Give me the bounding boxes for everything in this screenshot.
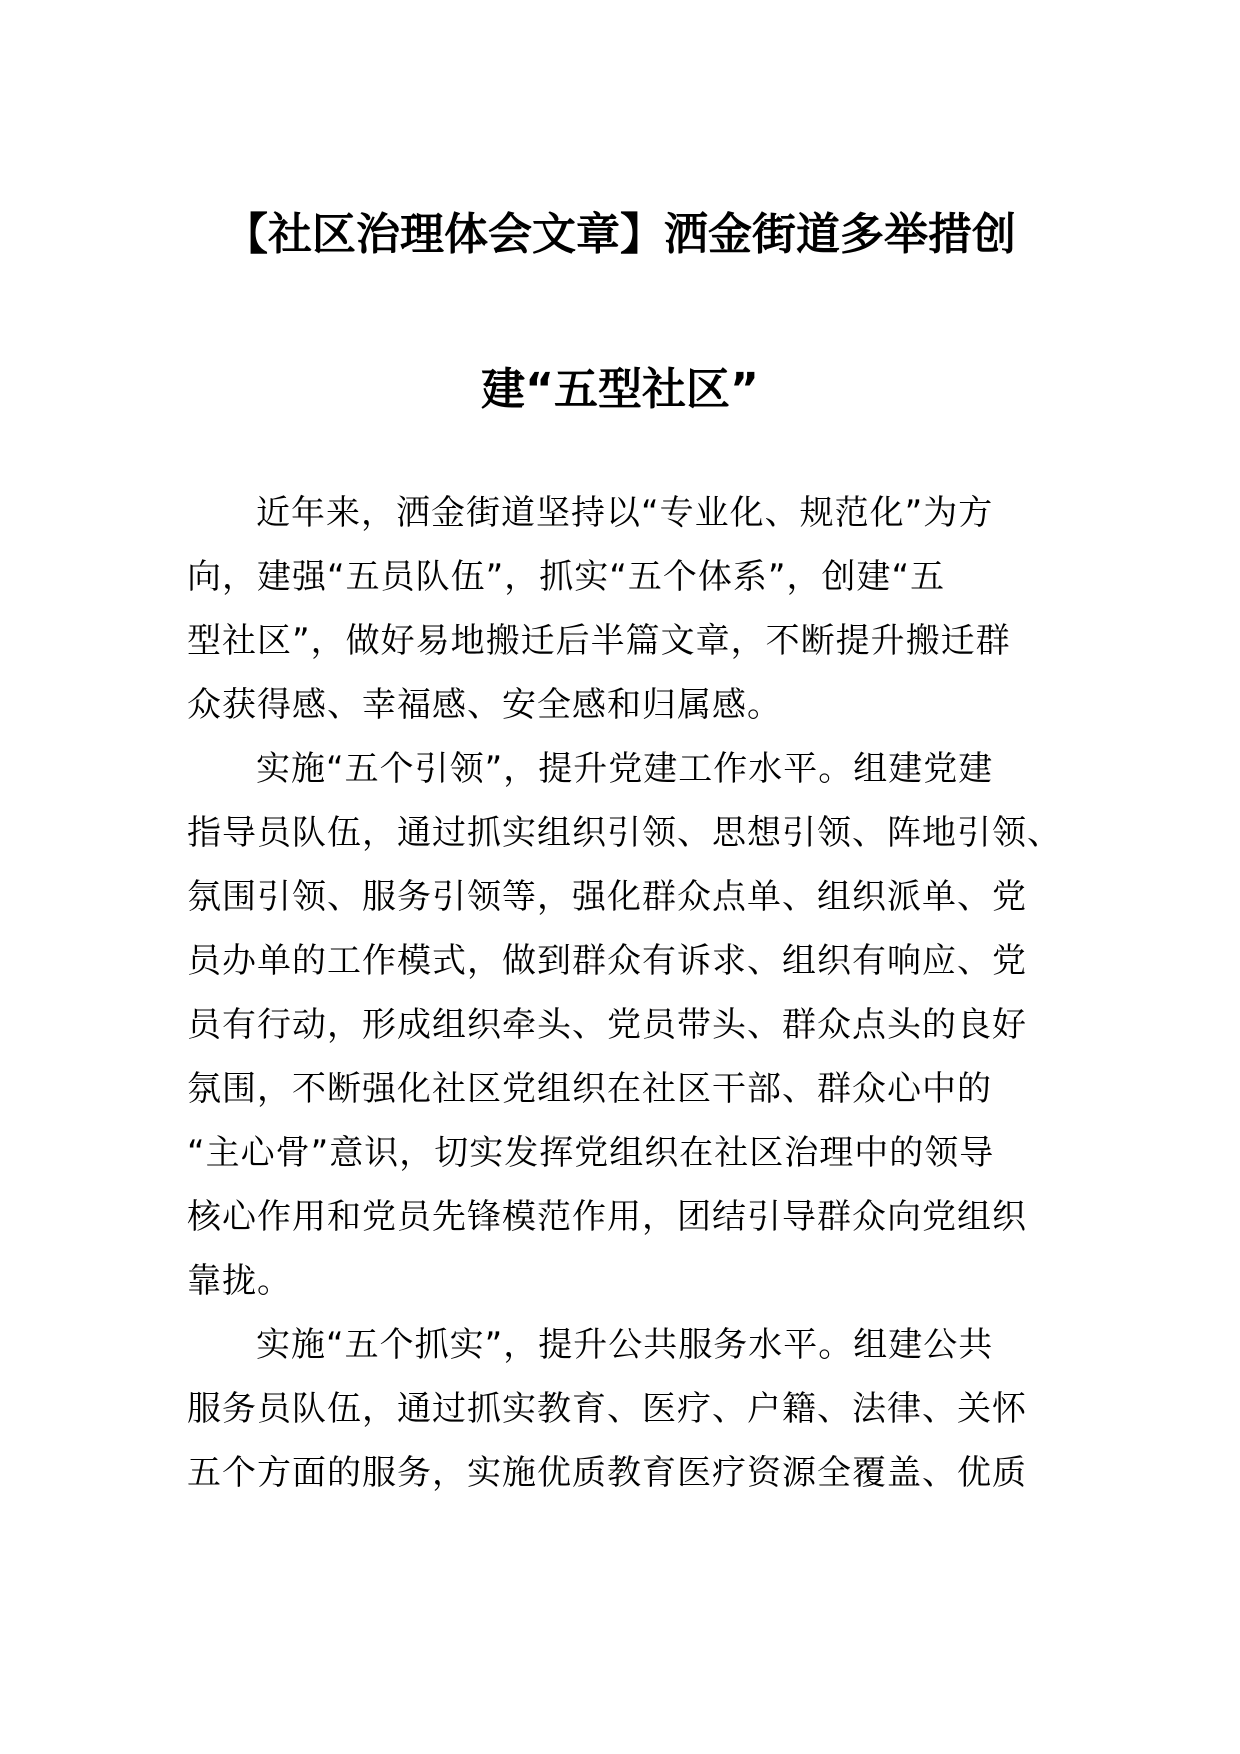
body-line-13: 靠拢。 [187,1261,292,1301]
body-line-8: 员办单的工作模式，做到群众有诉求、组织有响应、党 [187,941,1027,981]
body-line-11: “主心骨”意识，切实发挥党组织在社区治理中的领导 [187,1133,995,1173]
body-line-14: 实施“五个抓实”，提升公共服务水平。组建公共 [256,1325,994,1365]
body-line-3: 型社区”，做好易地搬迁后半篇文章，不断提升搬迁群 [187,621,1011,661]
body-line-5: 实施“五个引领”，提升党建工作水平。组建党建 [256,749,994,789]
body-line-4: 众获得感、幸福感、安全感和归属感。 [187,685,782,725]
body-line-10: 氛围，不断强化社区党组织在社区干部、群众心中的 [187,1069,992,1109]
body-line-16: 五个方面的服务，实施优质教育医疗资源全覆盖、优质 [187,1453,1027,1493]
body-line-1: 近年来，洒金街道坚持以“专业化、规范化”为方 [256,493,994,533]
body-line-2: 向，建强“五员队伍”，抓实“五个体系”，创建“五 [187,557,946,597]
body-line-9: 员有行动，形成组织牵头、党员带头、群众点头的良好 [187,1005,1027,1045]
body-line-15: 服务员队伍，通过抓实教育、医疗、户籍、法律、关怀 [187,1389,1027,1429]
body-line-12: 核心作用和党员先锋模范作用，团结引导群众向党组织 [187,1197,1027,1237]
document-title-line-2: 建“五型社区” [481,364,759,415]
body-line-6: 指导员队伍，通过抓实组织引领、思想引领、阵地引领、 [187,813,1062,853]
body-line-7: 氛围引领、服务引领等，强化群众点单、组织派单、党 [187,877,1027,917]
document-title-line-1: 【社区治理体会文章】洒金街道多举措创 [224,209,1016,260]
